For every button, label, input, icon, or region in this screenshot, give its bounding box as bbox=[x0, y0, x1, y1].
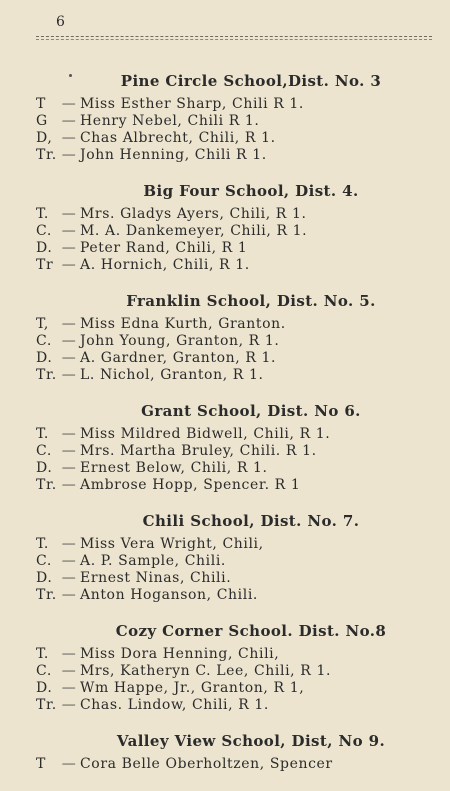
officer-role: D. bbox=[36, 350, 53, 366]
officer-role: T bbox=[36, 96, 46, 112]
officer-role: T bbox=[36, 756, 46, 772]
officer-line: T. — Mrs. Gladys Ayers, Chili, R 1. bbox=[36, 206, 307, 222]
officer-name: Mrs. Gladys Ayers, Chili, R 1. bbox=[80, 206, 307, 222]
officer-line: Tr. — John Henning, Chili R 1. bbox=[36, 147, 267, 163]
school-block-4 bbox=[36, 182, 436, 274]
officer-line: Tr. — Ambrose Hopp, Spencer. R 1 bbox=[36, 477, 301, 493]
officer-name: Ernest Below, Chili, R 1. bbox=[80, 460, 268, 476]
officer-name: Ambrose Hopp, Spencer. R 1 bbox=[80, 477, 301, 493]
officer-name: Miss Edna Kurth, Granton. bbox=[80, 316, 286, 332]
officer-role: C. bbox=[36, 663, 52, 679]
school-block-3 bbox=[36, 72, 436, 164]
school-title: Grant School, Dist. No 6. bbox=[141, 402, 361, 420]
officer-name: Wm Happe, Jr., Granton, R 1, bbox=[80, 680, 305, 696]
header-rule bbox=[36, 36, 432, 40]
officer-name: Miss Mildred Bidwell, Chili, R 1. bbox=[80, 426, 331, 442]
page-number: 6 bbox=[56, 14, 66, 30]
officer-name: A. P. Sample, Chili. bbox=[80, 553, 226, 569]
officer-role: T. bbox=[36, 646, 49, 662]
officer-line: D. — A. Gardner, Granton, R 1. bbox=[36, 350, 277, 366]
officer-name: Chas. Lindow, Chili, R 1. bbox=[80, 697, 269, 713]
officer-name: Cora Belle Oberholtzen, Spencer bbox=[80, 756, 333, 772]
officer-line: D. — Peter Rand, Chili, R 1 bbox=[36, 240, 248, 256]
officer-role: T, bbox=[36, 316, 49, 332]
officer-line: T. — Miss Mildred Bidwell, Chili, R 1. bbox=[36, 426, 331, 442]
officer-line: T — Cora Belle Oberholtzen, Spencer bbox=[36, 756, 333, 772]
officer-name: Anton Hoganson, Chili. bbox=[80, 587, 258, 603]
officer-line: D, — Chas Albrecht, Chili, R 1. bbox=[36, 130, 276, 146]
officer-role: D. bbox=[36, 570, 53, 586]
officer-role: T. bbox=[36, 426, 49, 442]
officer-role: C. bbox=[36, 553, 52, 569]
school-title: Valley View School, Dist, No 9. bbox=[116, 732, 386, 750]
school-title: Big Four School, Dist. 4. bbox=[143, 182, 359, 200]
officer-line: C. — John Young, Granton, R 1. bbox=[36, 333, 280, 349]
officer-line: T, — Miss Edna Kurth, Granton. bbox=[36, 316, 286, 332]
school-title: Cozy Corner School. Dist. No.8 bbox=[115, 622, 387, 640]
officer-role: Tr. bbox=[36, 367, 57, 383]
school-title: Chili School, Dist. No. 7. bbox=[142, 512, 360, 530]
school-block-9 bbox=[36, 732, 436, 773]
officer-line: Tr. — Anton Hoganson, Chili. bbox=[36, 587, 258, 603]
officer-name: Peter Rand, Chili, R 1 bbox=[80, 240, 248, 256]
officer-name: Mrs. Martha Bruley, Chili. R 1. bbox=[80, 443, 317, 459]
officer-role: C. bbox=[36, 223, 52, 239]
officer-line: T — Miss Esther Sharp, Chili R 1. bbox=[36, 96, 304, 112]
school-title: Franklin School, Dist. No. 5. bbox=[126, 292, 376, 310]
officer-name: Miss Dora Henning, Chili, bbox=[80, 646, 280, 662]
officer-role: T. bbox=[36, 536, 49, 552]
officer-role: T. bbox=[36, 206, 49, 222]
officer-role: D, bbox=[36, 130, 53, 146]
school-block-7 bbox=[36, 512, 436, 604]
officer-line: C. — A. P. Sample, Chili. bbox=[36, 553, 226, 569]
officer-line: D. — Ernest Ninas, Chili. bbox=[36, 570, 232, 586]
officer-line: T. — Miss Dora Henning, Chili, bbox=[36, 646, 280, 662]
officer-role: G bbox=[36, 113, 48, 129]
school-directory bbox=[36, 72, 436, 791]
officer-role: D. bbox=[36, 460, 53, 476]
officer-line: Tr — A. Hornich, Chili, R 1. bbox=[36, 257, 250, 273]
officer-line: C. — Mrs. Martha Bruley, Chili. R 1. bbox=[36, 443, 317, 459]
officer-role: Tr. bbox=[36, 587, 57, 603]
officer-line: D. — Wm Happe, Jr., Granton, R 1, bbox=[36, 680, 305, 696]
officer-line: Tr. — L. Nichol, Granton, R 1. bbox=[36, 367, 264, 383]
officer-line: D. — Ernest Below, Chili, R 1. bbox=[36, 460, 268, 476]
officer-role: C. bbox=[36, 443, 52, 459]
officer-name: Henry Nebel, Chili R 1. bbox=[80, 113, 260, 129]
officer-name: L. Nichol, Granton, R 1. bbox=[80, 367, 264, 383]
officer-role: D. bbox=[36, 240, 53, 256]
officer-name: Mrs, Katheryn C. Lee, Chili, R 1. bbox=[80, 663, 332, 679]
officer-name: John Henning, Chili R 1. bbox=[80, 147, 267, 163]
officer-name: John Young, Granton, R 1. bbox=[80, 333, 280, 349]
officer-name: Chas Albrecht, Chili, R 1. bbox=[80, 130, 276, 146]
officer-name: M. A. Dankemeyer, Chili, R 1. bbox=[80, 223, 308, 239]
officer-role: Tr bbox=[36, 257, 54, 273]
officer-line: T. — Miss Vera Wright, Chili, bbox=[36, 536, 264, 552]
officer-name: Ernest Ninas, Chili. bbox=[80, 570, 232, 586]
officer-role: Tr. bbox=[36, 697, 57, 713]
officer-line: C. — M. A. Dankemeyer, Chili, R 1. bbox=[36, 223, 308, 239]
officer-role: Tr. bbox=[36, 147, 57, 163]
school-title: Pine Circle School,Dist. No. 3 bbox=[120, 72, 382, 90]
officer-name: Miss Esther Sharp, Chili R 1. bbox=[80, 96, 304, 112]
officer-name: A. Hornich, Chili, R 1. bbox=[80, 257, 250, 273]
school-block-8 bbox=[36, 622, 436, 714]
officer-role: D. bbox=[36, 680, 53, 696]
school-block-5 bbox=[36, 292, 436, 384]
school-block-6 bbox=[36, 402, 436, 494]
officer-line: C. — Mrs, Katheryn C. Lee, Chili, R 1. bbox=[36, 663, 332, 679]
officer-role: Tr. bbox=[36, 477, 57, 493]
officer-name: Miss Vera Wright, Chili, bbox=[80, 536, 264, 552]
officer-line: Tr. — Chas. Lindow, Chili, R 1. bbox=[36, 697, 269, 713]
officer-role: C. bbox=[36, 333, 52, 349]
officer-name: A. Gardner, Granton, R 1. bbox=[80, 350, 277, 366]
officer-line: G — Henry Nebel, Chili R 1. bbox=[36, 113, 260, 129]
